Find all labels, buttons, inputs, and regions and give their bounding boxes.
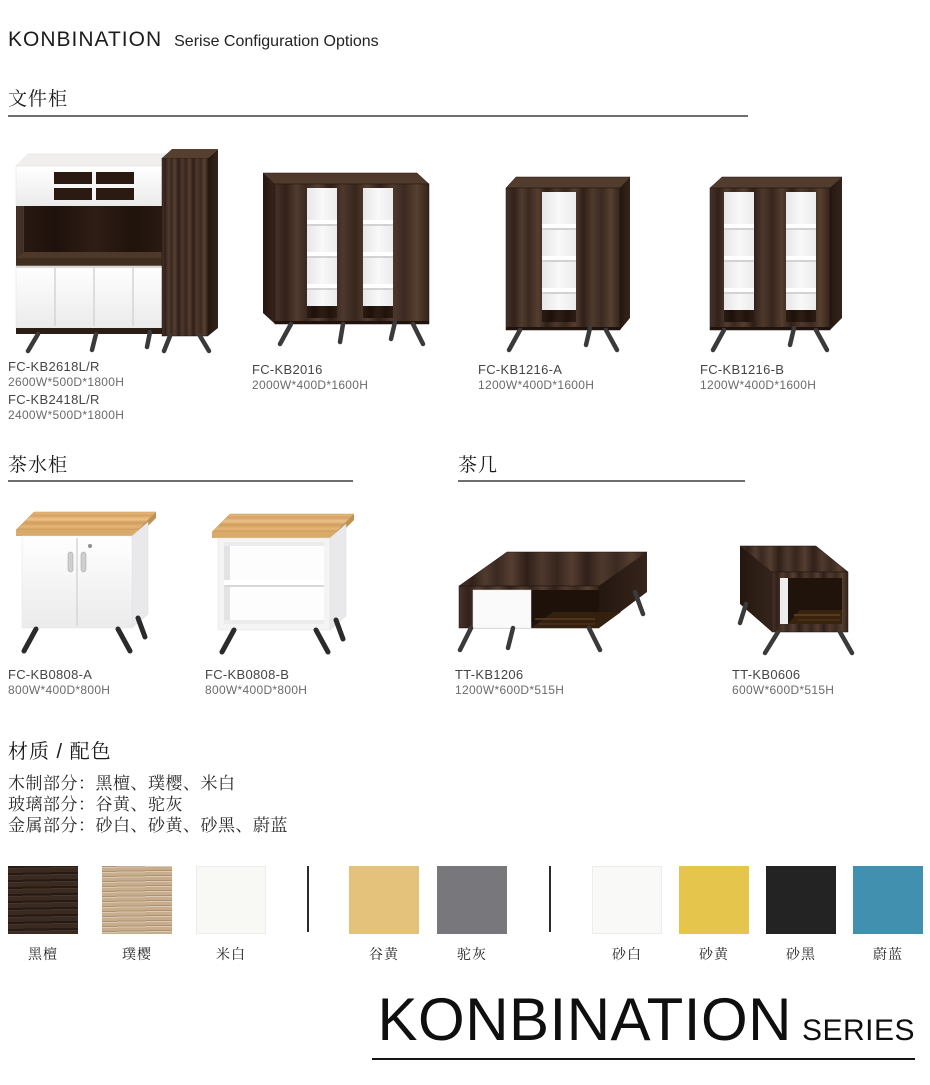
product-dimensions: 1200W*400D*1600H (478, 378, 595, 392)
page-header (8, 28, 379, 52)
product-label (700, 362, 816, 393)
swatch-color (8, 866, 78, 934)
product-model: TT-KB1206 (455, 667, 524, 682)
cabinet-illustration (4, 142, 234, 354)
product-dimensions: 800W*400D*800H (205, 683, 308, 697)
product-image-fc-kb1216b (680, 160, 862, 358)
swatch-label: 谷黄 (369, 946, 399, 962)
swatch-ebony (8, 866, 78, 964)
product-dimensions: 600W*600D*515H (732, 683, 835, 697)
swatch-label: 驼灰 (457, 946, 487, 962)
table-illustration (443, 530, 661, 660)
product-image-fc-kb0808b (198, 496, 370, 660)
section-divider (8, 480, 353, 482)
swatch-color (102, 866, 172, 934)
product-model: FC-KB2016 (252, 362, 323, 377)
product-dimensions: 2400W*500D*1800H (8, 408, 125, 422)
product-label (732, 667, 834, 698)
swatch-color (853, 866, 923, 934)
cabinet-illustration (198, 496, 370, 660)
swatch-label: 砂白 (612, 946, 642, 962)
swatch-sand-yellow (679, 866, 749, 964)
table-illustration (720, 524, 868, 660)
product-image-fc-kb0808a (4, 496, 169, 660)
product-dimensions: 2600W*500D*1800H (8, 375, 125, 389)
product-label (455, 667, 564, 698)
product-model: FC-KB1216-B (700, 362, 785, 377)
swatch-label: 蔚蓝 (873, 946, 903, 962)
footer-brand: KONBINATION (377, 986, 792, 1053)
product-label (205, 667, 307, 698)
product-image-fc-kb2618lr (4, 142, 234, 354)
materials-title: 材质 / 配色 (8, 741, 112, 763)
product-model: FC-KB2618L/R (8, 359, 100, 374)
product-image-fc-kb2016 (243, 158, 443, 358)
product-label (8, 667, 110, 698)
product-image-tt-kb0606 (720, 524, 868, 660)
materials-metal-line: 金属部分：砂白、砂黄、砂黑、蔚蓝 (8, 816, 288, 835)
product-dimensions: 800W*400D*800H (8, 683, 111, 697)
section-divider (8, 115, 748, 117)
swatch-cherry (102, 866, 172, 964)
product-dimensions: 1200W*400D*1600H (700, 378, 817, 392)
brand-title: KONBINATION (8, 28, 163, 51)
swatch-label: 米白 (216, 946, 246, 962)
cabinet-illustration (243, 158, 443, 358)
product-label (8, 392, 124, 423)
page-subtitle: Serise Configuration Options (174, 33, 379, 50)
cabinet-illustration (680, 160, 862, 358)
product-model: TT-KB0606 (732, 667, 801, 682)
swatch-color (679, 866, 749, 934)
swatch-color (592, 866, 662, 934)
product-image-fc-kb1216a (470, 160, 642, 358)
swatch-color (196, 866, 266, 934)
product-label (252, 362, 368, 393)
product-model: FC-KB1216-A (478, 362, 563, 377)
section-title-tea-table: 茶几 (458, 455, 499, 476)
swatch-label: 璞樱 (122, 946, 152, 962)
swatch-label: 砂黄 (699, 946, 729, 962)
product-model: FC-KB0808-B (205, 667, 290, 682)
materials-list (8, 773, 288, 836)
footer-series-label: SERIES (801, 1014, 915, 1047)
swatch-color (766, 866, 836, 934)
section-title-file-cabinet: 文件柜 (8, 89, 69, 110)
product-model: FC-KB2418L/R (8, 392, 100, 407)
product-label (478, 362, 594, 393)
swatch-grain-yellow (349, 866, 419, 964)
footer-logo (372, 986, 915, 1060)
swatch-off-white (196, 866, 266, 964)
section-divider (458, 480, 745, 482)
swatch-group-divider (307, 866, 309, 932)
swatch-color (437, 866, 507, 934)
swatch-label: 砂黑 (786, 946, 816, 962)
product-model: FC-KB0808-A (8, 667, 93, 682)
swatch-sand-black (766, 866, 836, 964)
cabinet-illustration (470, 160, 642, 358)
materials-wood-line: 木制部分：黑檀、璞樱、米白 (8, 774, 236, 793)
swatch-group-divider (549, 866, 551, 932)
swatch-sand-white (592, 866, 662, 964)
product-dimensions: 1200W*600D*515H (455, 683, 565, 697)
swatch-camel-gray (437, 866, 507, 964)
product-dimensions: 2000W*400D*1600H (252, 378, 369, 392)
product-image-tt-kb1206 (443, 530, 661, 660)
swatch-label: 黑檀 (28, 946, 58, 962)
materials-glass-line: 玻璃部分：谷黄、驼灰 (8, 795, 183, 814)
swatch-color (349, 866, 419, 934)
section-title-tea-cabinet: 茶水柜 (8, 455, 69, 476)
product-label (8, 359, 124, 390)
cabinet-illustration (4, 496, 169, 660)
swatch-azure-blue (853, 866, 923, 964)
